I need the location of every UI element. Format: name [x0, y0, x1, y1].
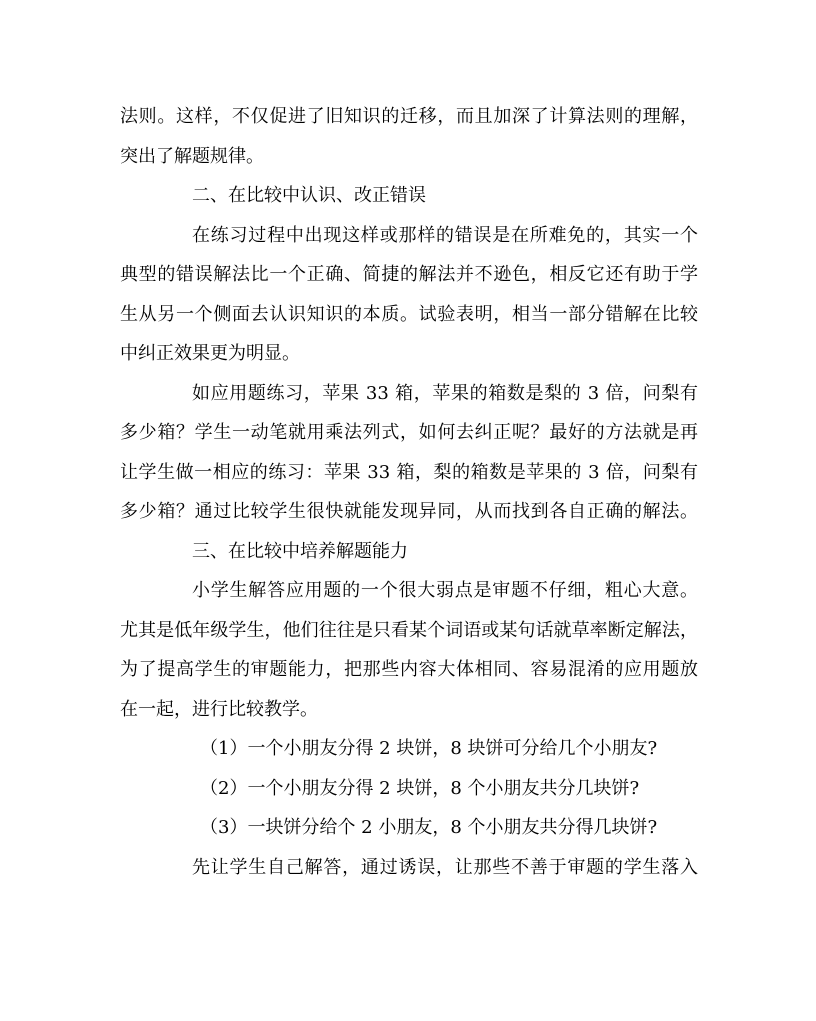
paragraph-line: 多少箱？通过比较学生很快就能发现异同，从而找到各自正确的解法。	[120, 501, 698, 522]
paragraph-line: 在练习过程中出现这样或那样的错误是在所难免的，其实一个	[192, 224, 698, 246]
example-item: （1）一个小朋友分得 2 块饼，8 块饼可分给几个小朋友?	[200, 738, 658, 759]
paragraph-line: 先让学生自己解答，通过诱误，让那些不善于审题的学生落入	[192, 856, 698, 878]
paragraph-line: 法则。这样，不仅促进了旧知识的迁移，而且加深了计算法则的理解，	[120, 106, 698, 127]
paragraph-line: 小学生解答应用题的一个很大弱点是审题不仔细，粗心大意。	[192, 580, 698, 601]
example-item: （2）一个小朋友分得 2 块饼，8 个小朋友共分几块饼?	[200, 777, 640, 799]
paragraph-line: 让学生做一相应的练习：苹果 33 箱，梨的箱数是苹果的 3 倍，问梨有	[120, 461, 698, 483]
section-heading: 三、在比较中培养解题能力	[192, 540, 408, 562]
document-body	[120, 97, 698, 887]
paragraph-line: 多少箱？学生一动笔就用乘法列式，如何去纠正呢？最好的方法就是再	[120, 422, 698, 443]
section-heading: 二、在比较中认识、改正错误	[192, 185, 426, 206]
paragraph-line: 尤其是低年级学生，他们往往是只看某个词语或某句话就草率断定解法，	[120, 619, 698, 641]
paragraph-line: 在一起，进行比较教学。	[120, 698, 318, 720]
paragraph-line: 为了提高学生的审题能力，把那些内容大体相同、容易混淆的应用题放	[120, 659, 698, 680]
paragraph-line: 中纠正效果更为明显。	[120, 343, 300, 364]
example-item: （3）一块饼分给个 2 小朋友，8 个小朋友共分得几块饼?	[200, 817, 658, 838]
paragraph-line: 如应用题练习，苹果 33 箱，苹果的箱数是梨的 3 倍，问梨有	[192, 382, 698, 404]
paragraph-line: 生从另一个侧面去认识知识的本质。试验表明，相当一部分错解在比较	[120, 303, 698, 325]
paragraph-line: 突出了解题规律。	[120, 145, 264, 167]
paragraph-line: 典型的错误解法比一个正确、简捷的解法并不逊色，相反它还有助于学	[120, 264, 698, 285]
